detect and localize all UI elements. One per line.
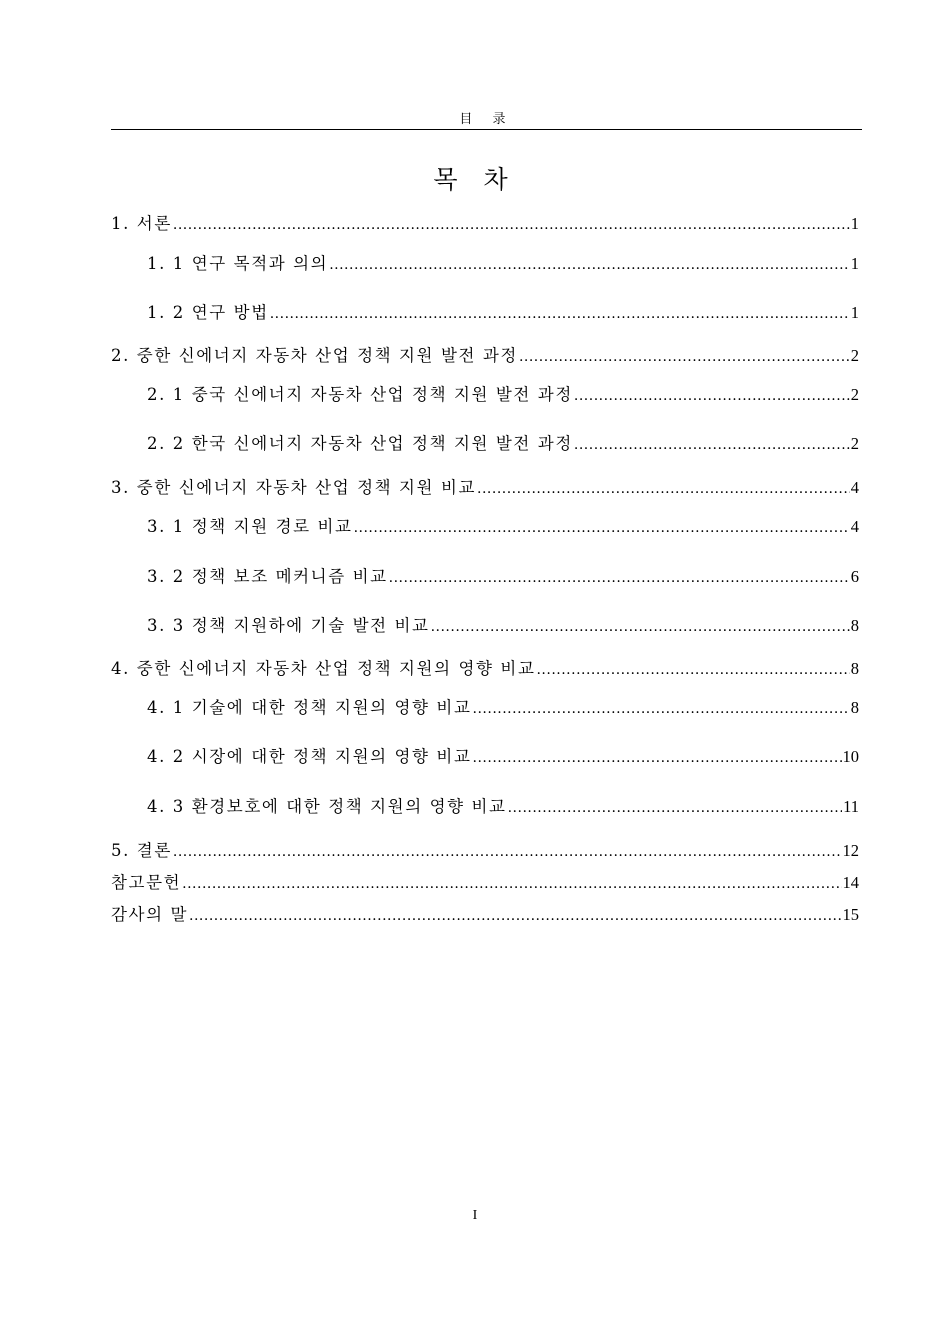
toc-entry-page: 11 — [843, 797, 859, 816]
toc-dot-leader — [472, 746, 842, 770]
toc-entry[interactable] — [147, 696, 859, 720]
toc-dot-leader — [172, 840, 842, 864]
toc-entry-label: 5. 결론 — [111, 841, 172, 860]
toc-entry-label: 3. 2 정책 보조 메커니즘 비교 — [147, 567, 388, 586]
toc-entry-label: 2. 1 중국 신에너지 자동차 산업 정책 지원 발전 과정 — [147, 385, 573, 404]
toc-entry-label: 4. 3 환경보호에 대한 정책 지원의 영향 비교 — [147, 797, 507, 816]
toc-entry-page: 1 — [850, 214, 859, 233]
toc-entry-page: 2 — [850, 434, 859, 453]
toc-entry[interactable] — [111, 476, 859, 500]
toc-entry[interactable] — [147, 515, 859, 539]
toc-entry-label: 4. 1 기술에 대한 정책 지원의 영향 비교 — [147, 698, 472, 717]
toc-entry-page: 8 — [850, 659, 859, 678]
toc-entry[interactable] — [147, 745, 859, 769]
page-number: I — [472, 1208, 478, 1223]
toc-dot-leader — [353, 516, 850, 540]
running-header-text: 目 录 — [459, 112, 514, 127]
toc-entry-page: 12 — [842, 841, 859, 860]
toc-dot-leader — [518, 345, 850, 369]
toc-entry[interactable] — [111, 839, 859, 863]
toc-entry-page: 8 — [850, 698, 859, 717]
toc-entry[interactable] — [111, 212, 859, 236]
toc-entry-label: 감사의 말 — [111, 905, 189, 924]
toc-entry[interactable] — [147, 252, 859, 276]
toc-entry-label: 2. 2 한국 신에너지 자동차 산업 정책 지원 발전 과정 — [147, 434, 573, 453]
toc-dot-leader — [535, 658, 849, 682]
toc-entry-page: 4 — [850, 517, 859, 536]
toc-dot-leader — [269, 302, 850, 326]
toc-entry-page: 10 — [842, 747, 859, 766]
toc-dot-leader — [430, 615, 850, 639]
toc-entry[interactable] — [111, 903, 859, 927]
toc-entry[interactable] — [147, 614, 859, 638]
toc-entry-label: 3. 중한 신에너지 자동차 산업 정책 지원 비교 — [111, 478, 477, 497]
toc-dot-leader — [172, 213, 850, 237]
toc-dot-leader — [507, 796, 843, 820]
toc-entry-label: 참고문헌 — [111, 873, 182, 892]
toc-entry[interactable] — [111, 344, 859, 368]
toc-entry-label: 1. 서론 — [111, 214, 172, 233]
toc-entry[interactable] — [147, 432, 859, 456]
toc-dot-leader — [472, 697, 850, 721]
toc-entry-page: 14 — [842, 873, 859, 892]
toc-entry[interactable] — [111, 871, 859, 895]
toc-entry[interactable] — [147, 301, 859, 325]
toc-dot-leader — [476, 477, 850, 501]
toc-dot-leader — [388, 566, 850, 590]
toc-entry[interactable] — [147, 565, 859, 589]
toc-entry[interactable] — [147, 383, 859, 407]
toc-entry-label: 3. 3 정책 지원하에 기술 발전 비교 — [147, 616, 430, 635]
toc-entry-page: 4 — [850, 478, 859, 497]
toc-entry[interactable] — [111, 657, 859, 681]
toc-entry-label: 1. 2 연구 방법 — [147, 303, 269, 322]
toc-entry-page: 8 — [850, 616, 859, 635]
toc-dot-leader — [328, 253, 850, 277]
running-header — [111, 104, 862, 130]
toc-dot-leader — [188, 904, 841, 928]
toc-entry[interactable] — [147, 795, 859, 819]
toc-entry-label: 2. 중한 신에너지 자동차 산업 정책 지원 발전 과정 — [111, 346, 518, 365]
toc-entry-label: 3. 1 정책 지원 경로 비교 — [147, 517, 353, 536]
toc-entry-label: 4. 2 시장에 대한 정책 지원의 영향 비교 — [147, 747, 472, 766]
toc-dot-leader — [181, 872, 841, 896]
toc-dot-leader — [573, 384, 850, 408]
toc-title: 목 차 — [433, 165, 517, 194]
toc-entry-page: 1 — [850, 254, 859, 273]
toc-entry-page: 15 — [842, 905, 859, 924]
toc-entry-page: 2 — [850, 346, 859, 365]
toc-entry-page: 1 — [850, 303, 859, 322]
toc-entry-page: 2 — [850, 385, 859, 404]
toc-entry-label: 1. 1 연구 목적과 의의 — [147, 254, 329, 273]
toc-dot-leader — [573, 433, 850, 457]
toc-entry-label: 4. 중한 신에너지 자동차 산업 정책 지원의 영향 비교 — [111, 659, 536, 678]
toc-entry-page: 6 — [850, 567, 859, 586]
